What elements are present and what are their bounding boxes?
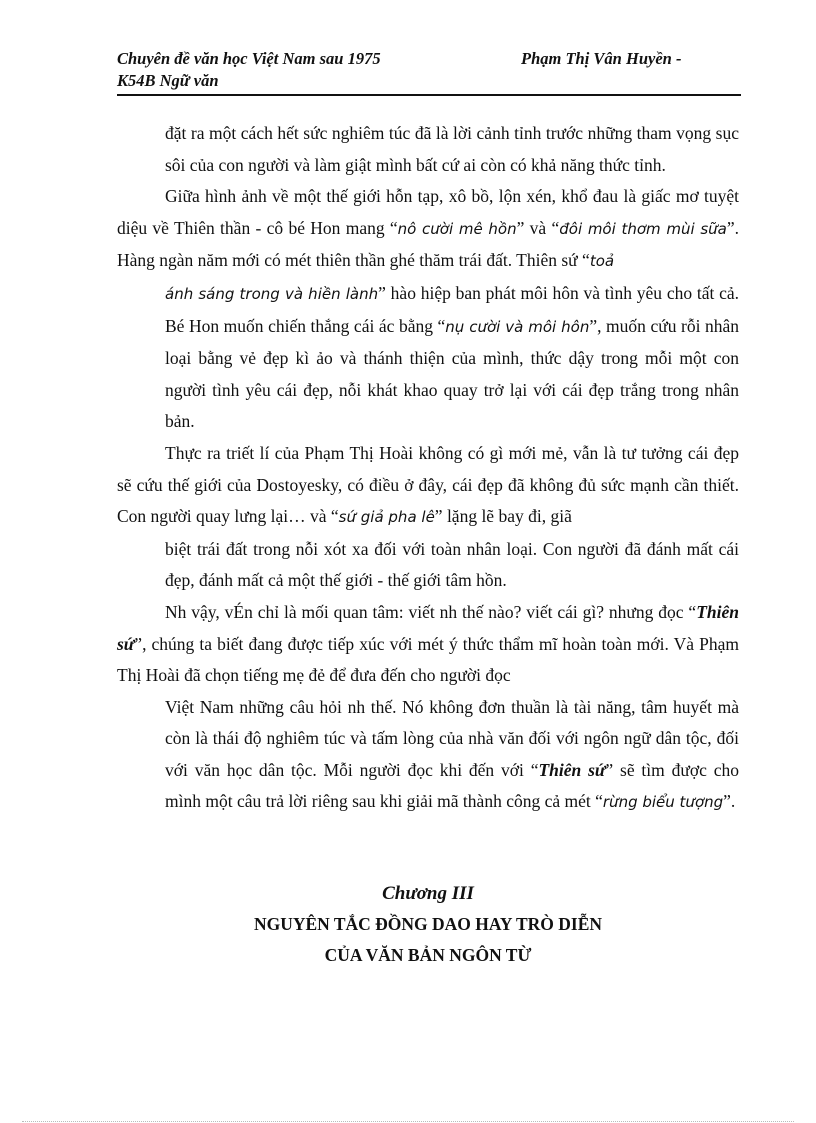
paragraph-2: Giữa hình ảnh về một thế giới hỗn tạp, xô bồ, lộn xén, khổ đau là giấc mơ tuyệt diệu về Thiên thần - cô bé Hon mang “nô cười mê hồn” và “đôi môi thơm mùi sữa”. Hàng ngàn năm mới có mét thiên thần ghé thăm trái đất. Thiên sứ “toả: [117, 186, 739, 271]
header-divider: [117, 94, 741, 96]
page-bottom-border: [22, 1121, 794, 1122]
paragraph-6: Nh vậy, vÉn chỉ là mối quan tâm: viết nh thế nào? viết cái gì? nhưng đọc “Thiên sứ”, chúng ta biết đang được tiếp xúc với mét ý thức thẩm mĩ hoàn toàn mới. Và Phạm Thị Hoài đã chọn tiếng mẹ đẻ để đưa đến cho người đọc: [117, 601, 739, 686]
header-author: Phạm Thị Vân Huyền -: [521, 49, 682, 68]
chapter-title-line-1: NGUYÊN TẮC ĐỒNG DAO HAY TRÒ DIỄN: [253, 914, 603, 934]
paragraph-4: Thực ra triết lí của Phạm Thị Hoài không có gì mới mẻ, vẫn là tư tưởng cái đẹp sẽ cứu thế giới của Dostoyesky, có điều ở đây, cái đẹp đã không đủ sức mạnh cần thiết. Con người quay lưng lại… và “sứ giả pha lê” lặng lẽ bay đi, giã: [117, 442, 739, 527]
header-course-title: Chuyên đề văn học Việt Nam sau 1975: [117, 49, 381, 68]
header-class: K54B Ngữ văn: [117, 71, 219, 90]
paragraph-3: ánh sáng trong và hiền lành” hào hiệp ban phát môi hôn và tình yêu cho tất cả. Bé Hon muốn chiến thắng cái ác bằng “nụ cười và môi hôn”, muốn cứu rỗi nhân loại bằng vẻ đẹp kì ảo và thánh thiện của mình, thức dậy trong mỗi một con người tình yêu cái đẹp, nỗi khát khao quay trở lại với cái đẹp trắng trong nhân bản.: [165, 282, 740, 432]
page-header: [117, 48, 741, 92]
paragraph-1: đặt ra một cách hết sức nghiêm túc đã là lời cảnh tỉnh trước những tham vọng sục sôi của con người và làm giật mình bất cứ ai còn có khả năng thức tỉnh.: [165, 123, 739, 175]
document-body: [117, 118, 739, 819]
paragraph-7: Việt Nam những câu hỏi nh thế. Nó không đơn thuần là tài năng, tâm huyết mà còn là thái độ nghiêm túc và tấm lòng của nhà văn đối với ngôn ngữ dân tộc, đối với văn học dân tộc. Mỗi người đọc khi đến với “Thiên sứ” sẽ tìm được cho mình một câu trả lời riêng sau khi giải mã thành công cả mét “rừng biểu tượng”.: [165, 696, 739, 812]
chapter-heading: [117, 878, 739, 971]
chapter-number: Chương III: [382, 883, 474, 904]
chapter-title-line-2: CỦA VĂN BẢN NGÔN TỪ: [324, 945, 532, 965]
paragraph-5: biệt trái đất trong nỗi xót xa đối với toàn nhân loại. Con người đã đánh mất cái đẹp, đánh mất cả một thế giới - thế giới tâm hồn.: [165, 538, 739, 591]
